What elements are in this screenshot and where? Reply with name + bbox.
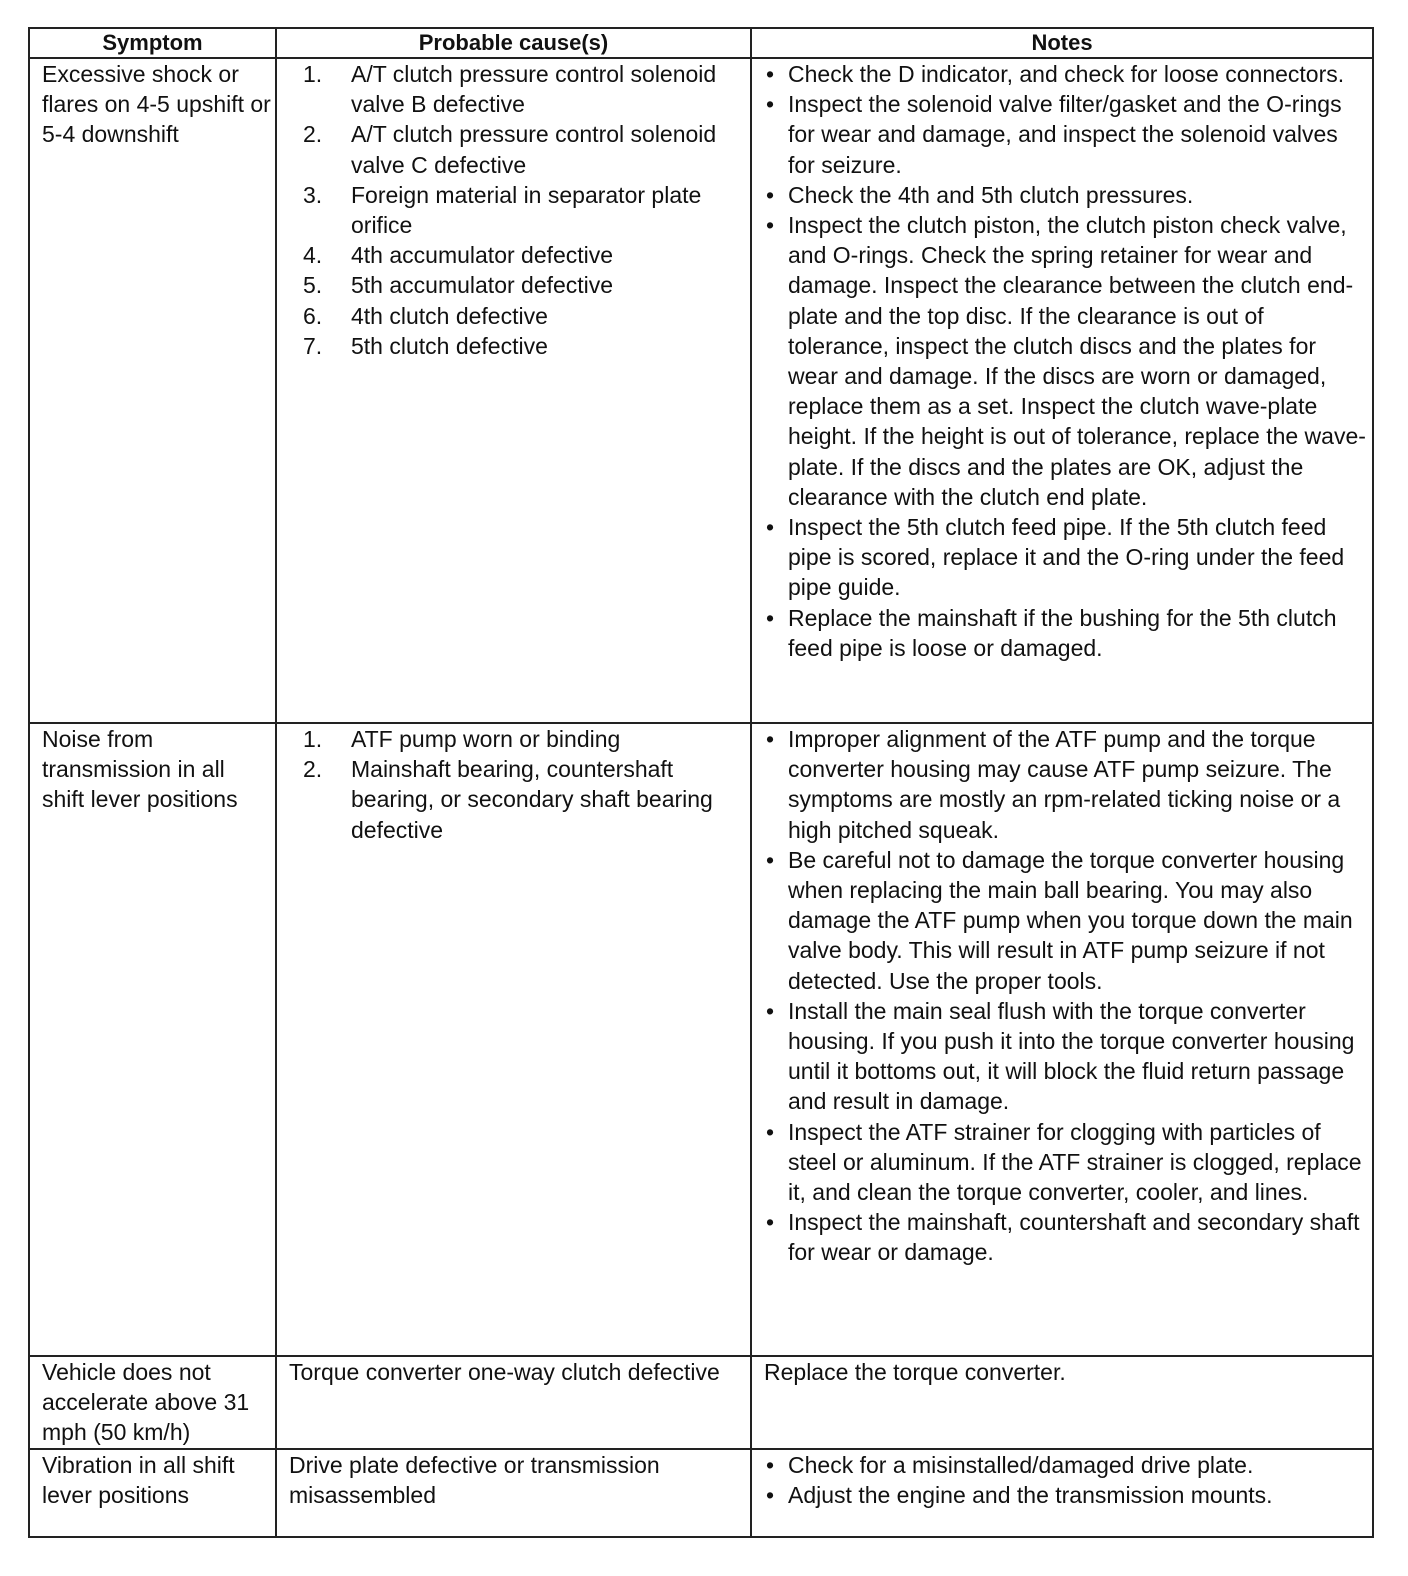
cause-cell: Drive plate defective or transmission misassembled (276, 1449, 751, 1537)
cause-item (303, 724, 746, 754)
cause-number: 2. (303, 756, 323, 783)
symptom-cell: Noise from transmission in all shift lever positions (29, 723, 276, 1356)
cause-text: Mainshaft bearing, countershaft bearing, or secondary shaft bearing defective (351, 756, 713, 843)
cause-number: 7. (303, 332, 323, 359)
note-item: • Adjust the engine and the transmission mounts. (764, 1480, 1368, 1510)
cause-item (303, 240, 746, 270)
cause-item (303, 180, 746, 240)
table-row (29, 723, 1373, 1356)
troubleshooting-sheet (28, 27, 1372, 1538)
cause-item (303, 59, 746, 119)
cause-number: 1. (303, 726, 323, 752)
troubleshooting-table (28, 27, 1374, 1538)
cause-cell: Torque converter one-way clutch defective (276, 1356, 751, 1449)
note-text: Replace the torque converter. (764, 1359, 1066, 1385)
cause-text: A/T clutch pressure control solenoid valve B defective (351, 61, 717, 118)
cause-item (303, 331, 746, 361)
notes-list (764, 1450, 1368, 1510)
notes-list (764, 724, 1368, 1268)
note-item: • Inspect the ATF strainer for clogging with particles of steel or aluminum. If the ATF strainer is clogged, replace it, and clean the torque converter, cooler, and lines. (764, 1117, 1368, 1208)
header-probable-causes: Probable cause(s) (276, 28, 751, 58)
note-item: • Inspect the 5th clutch feed pipe. If the 5th clutch feed pipe is scored, replace it and the O-ring under the feed pipe guide. (764, 512, 1368, 603)
header-row (29, 28, 1373, 58)
note-item: • Check the 4th and 5th clutch pressures. (764, 180, 1368, 210)
symptom-cell: Vibration in all shift lever positions (29, 1449, 276, 1537)
notes-cell (751, 1449, 1373, 1537)
table-row (29, 58, 1373, 723)
note-item: • Check the D indicator, and check for loose connectors. (764, 59, 1368, 89)
cause-item (303, 270, 746, 300)
cause-number: 6. (303, 302, 323, 329)
cause-list (289, 724, 746, 845)
cause-item (303, 301, 746, 331)
notes-cell (751, 58, 1373, 723)
cause-text: 5th clutch defective (351, 332, 548, 359)
cause-cell (276, 723, 751, 1356)
cause-text: 5th accumulator defective (351, 272, 614, 299)
note-item: • Inspect the mainshaft, countershaft and secondary shaft for wear or damage. (764, 1207, 1368, 1267)
table-header (29, 28, 1373, 58)
cause-number: 4. (303, 242, 323, 269)
note-item: • Replace the mainshaft if the bushing for the 5th clutch feed pipe is loose or damaged. (764, 603, 1368, 663)
note-item: • Install the main seal flush with the torque converter housing. If you push it into the torque converter housing until it bottoms out, it will block the fluid return passage and result in damage. (764, 996, 1368, 1117)
cause-item (303, 754, 746, 845)
note-item: • Inspect the solenoid valve filter/gasket and the O-rings for wear and damage, and inspect the solenoid valves for seizure. (764, 89, 1368, 180)
cause-item (303, 119, 746, 179)
note-item: • Be careful not to damage the torque converter housing when replacing the main ball bearing. You may also damage the ATF pump when you torque down the main valve body. This will result in ATF pump seizure if not detected. Use the proper tools. (764, 845, 1368, 996)
notes-list (764, 59, 1368, 663)
cause-number: 5. (303, 272, 323, 299)
cause-number: 1. (303, 61, 323, 87)
table-row (29, 1449, 1373, 1537)
cause-list (289, 59, 746, 361)
cause-text: 4th accumulator defective (351, 242, 614, 269)
header-notes: Notes (751, 28, 1373, 58)
cause-text: Foreign material in separator plate orifice (351, 181, 702, 239)
notes-cell (751, 1356, 1373, 1449)
note-item: • Check for a misinstalled/damaged drive plate. (764, 1450, 1368, 1480)
cause-number: 3. (303, 181, 323, 208)
symptom-cell: Excessive shock or flares on 4-5 upshift or 5-4 downshift (29, 58, 276, 723)
cause-text: 4th clutch defective (351, 302, 548, 329)
cause-cell (276, 58, 751, 723)
symptom-cell: Vehicle does not accelerate above 31 mph (50 km/h) (29, 1356, 276, 1449)
header-symptom: Symptom (29, 28, 276, 58)
note-item: • Improper alignment of the ATF pump and the torque converter housing may cause ATF pump seizure. The symptoms are mostly an rpm-related ticking noise or a high pitched squeak. (764, 724, 1368, 845)
table-body (29, 58, 1373, 1537)
table-row (29, 1356, 1373, 1449)
cause-text: A/T clutch pressure control solenoid valve C defective (351, 121, 717, 178)
notes-cell (751, 723, 1373, 1356)
cause-text: ATF pump worn or binding (351, 726, 621, 752)
note-item: • Inspect the clutch piston, the clutch piston check valve, and O-rings. Check the spring retainer for wear and damage. Inspect the clearance between the clutch end-plate and the top disc. If the clearance is out of tolerance, inspect the clutch discs and the plates for wear and damage. If the discs are worn or damaged, replace them as a set. Inspect the clutch wave-plate height. If the height is out of tolerance, replace the wave-plate. If the discs and the plates are OK, adjust the clearance with the clutch end plate. (764, 210, 1368, 512)
cause-number: 2. (303, 121, 323, 148)
